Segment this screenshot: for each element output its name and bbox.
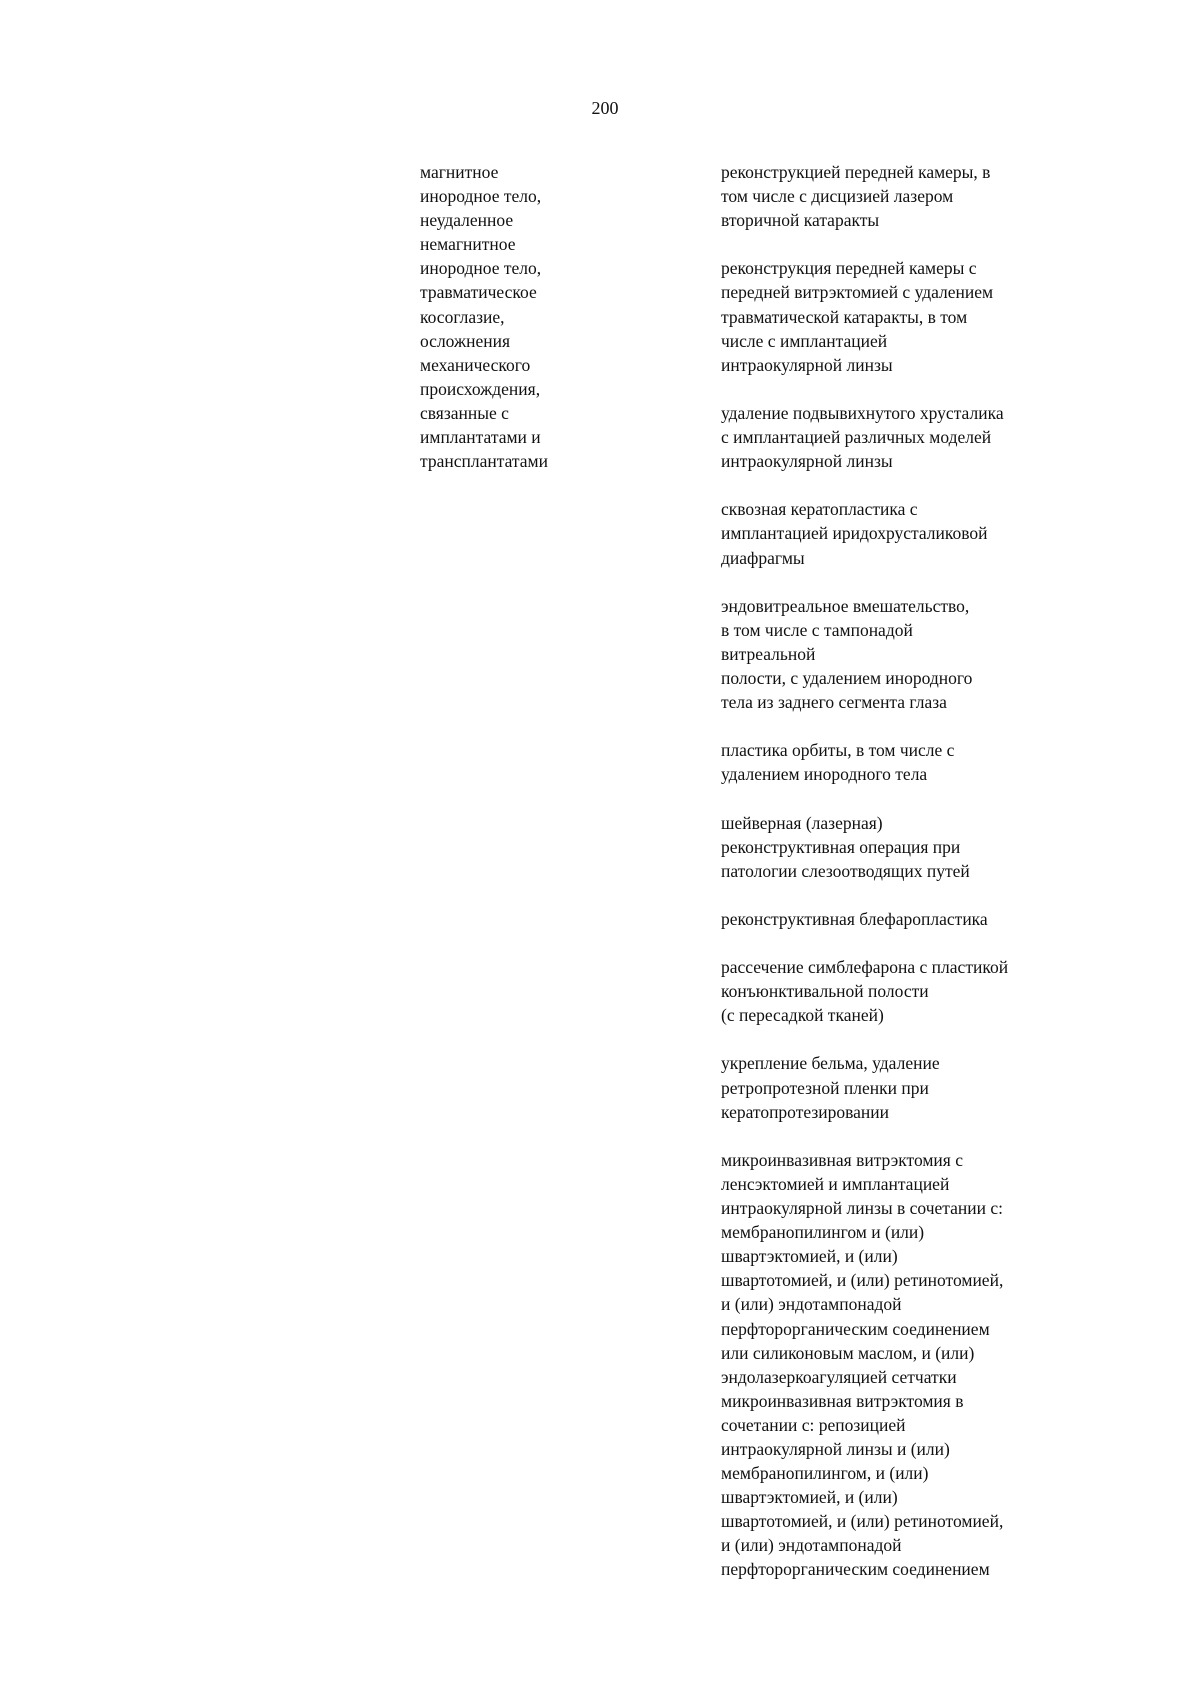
diagnosis-line: трансплантатами (420, 451, 548, 472)
treatment-line: интраокулярной линзы и (или) (721, 1438, 950, 1459)
treatment-line: интраокулярной линзы (721, 451, 893, 472)
treatment-paragraph (721, 497, 1161, 569)
treatment-line: полости, с удалением инородного (721, 667, 973, 688)
treatment-line: или силиконовым маслом, и (или) (721, 1342, 975, 1363)
treatment-line: и (или) эндотампонадой (721, 1535, 902, 1556)
diagnosis-line: косоглазие, (420, 306, 505, 327)
treatment-paragraph (721, 160, 1161, 232)
treatment-line: удаление подвывихнутого хрусталика (721, 402, 1004, 423)
treatment-line: реконструктивная операция при (721, 836, 961, 857)
treatment-line: ретропротезной пленки при (721, 1077, 929, 1098)
page-number: 200 (591, 98, 619, 118)
treatment-line: с имплантацией различных моделей (721, 427, 992, 448)
treatment-line: удалением инородного тела (721, 764, 928, 785)
diagnosis-line: осложнения (420, 330, 511, 351)
treatment-line: и (или) эндотампонадой (721, 1294, 902, 1315)
treatment-line: тела из заднего сегмента глаза (721, 692, 947, 713)
treatment-line: реконструкцией передней камеры, в (721, 162, 991, 182)
treatment-line: витреальной (721, 643, 816, 664)
diagnosis-line: немагнитное (420, 234, 516, 255)
treatment-line: реконструктивная блефаропластика (721, 908, 988, 929)
treatment-line: диафрагмы (721, 547, 805, 568)
diagnosis-line: неудаленное (420, 210, 514, 231)
treatment-line: микроинвазивная витрэктомия с (721, 1149, 963, 1170)
treatment-paragraph (721, 738, 1161, 786)
treatment-line: ленсэктомией и имплантацией (721, 1173, 950, 1194)
treatment-line: реконструкция передней камеры с (721, 258, 977, 279)
treatment-line: шейверная (лазерная) (721, 812, 883, 833)
diagnosis-line: связанные с (420, 402, 509, 423)
treatment-line: в том числе с тампонадой (721, 619, 913, 640)
treatment-line: сочетании с: репозицией (721, 1414, 906, 1435)
treatment-line: травматической катаракты, в том (721, 306, 968, 327)
treatment-line: рассечение симблефарона с пластикой (721, 957, 1009, 978)
treatment-paragraph (721, 1148, 1161, 1582)
treatment-line: швартотомией, и (или) ретинотомией, (721, 1270, 1004, 1291)
treatment-line: пластика орбиты, в том числе с (721, 740, 955, 761)
treatment-line: эндолазеркоагуляцией сетчатки (721, 1366, 957, 1387)
treatment-line: швартэктомией, и (или) (721, 1487, 898, 1508)
treatment-paragraph (721, 256, 1161, 376)
diagnosis-column (420, 160, 640, 473)
diagnosis-line: происхождения, (420, 378, 541, 399)
treatment-line: кератопротезировании (721, 1101, 890, 1122)
diagnosis-line: механического (420, 354, 531, 375)
treatment-line: сквозная кератопластика с (721, 499, 918, 520)
treatment-line: патологии слезоотводящих путей (721, 860, 970, 881)
treatment-paragraph (721, 1051, 1161, 1123)
treatment-line: передней витрэктомией с удалением (721, 282, 994, 303)
treatment-line: перфторорганическим соединением (721, 1318, 990, 1339)
treatment-line: интраокулярной линзы (721, 354, 893, 375)
treatment-paragraph (721, 811, 1161, 883)
treatment-paragraph (721, 955, 1161, 1027)
diagnosis-line: магнитное (420, 162, 499, 182)
treatment-line: том числе с дисцизией лазером (721, 186, 954, 207)
treatment-line: перфторорганическим соединением (721, 1559, 990, 1580)
diagnosis-line: инородное тело, (420, 186, 542, 207)
diagnosis-line: инородное тело, (420, 258, 542, 279)
treatment-line: имплантацией иридохрусталиковой (721, 523, 988, 544)
treatment-paragraph (721, 594, 1161, 714)
treatment-line: эндовитреальное вмешательство, (721, 595, 970, 616)
treatment-paragraph (721, 401, 1161, 473)
treatment-line: конъюнктивальной полости (721, 981, 929, 1002)
treatment-column (721, 160, 1161, 1606)
treatment-line: (с пересадкой тканей) (721, 1005, 884, 1026)
treatment-line: швартэктомией, и (или) (721, 1246, 898, 1267)
treatment-line: укрепление бельма, удаление (721, 1053, 940, 1074)
diagnosis-line: имплантатами и (420, 427, 541, 448)
treatment-line: мембранопилингом, и (или) (721, 1463, 929, 1484)
treatment-line: вторичной катаракты (721, 210, 880, 231)
treatment-line: микроинвазивная витрэктомия в (721, 1390, 964, 1411)
treatment-line: числе с имплантацией (721, 330, 888, 351)
treatment-line: мембранопилингом и (или) (721, 1222, 925, 1243)
treatment-line: интраокулярной линзы в сочетании с: (721, 1198, 1003, 1219)
treatment-paragraph (721, 907, 1161, 931)
diagnosis-line: травматическое (420, 282, 537, 303)
treatment-line: швартотомией, и (или) ретинотомией, (721, 1511, 1004, 1532)
